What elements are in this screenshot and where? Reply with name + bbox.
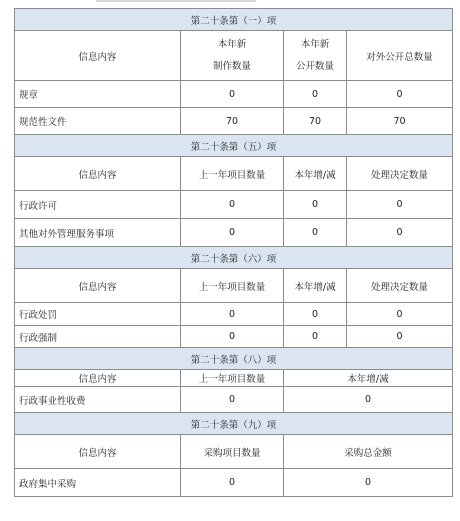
cell-value: 0 bbox=[284, 219, 347, 247]
header-prev-year-count: 上一年项目数量 bbox=[181, 269, 284, 303]
government-info-disclosure-table bbox=[14, 8, 453, 497]
row-label: 行政事业性收费 bbox=[15, 387, 181, 413]
header-new-published: 本年新 公开数量 bbox=[284, 31, 347, 81]
header-purchase-amount: 采购总金额 bbox=[284, 435, 453, 469]
row-label: 行政许可 bbox=[15, 191, 181, 219]
cell-value: 0 bbox=[284, 303, 347, 326]
cell-value: 0 bbox=[347, 219, 453, 247]
cell-value: 0 bbox=[181, 303, 284, 326]
cell-value: 0 bbox=[347, 303, 453, 326]
section-title: 第二十条第（六）项 bbox=[15, 247, 453, 269]
header-change: 本年增/减 bbox=[284, 157, 347, 191]
clipped-caption-remnant bbox=[96, 0, 256, 4]
row-label: 规范性文件 bbox=[15, 108, 181, 135]
header-total-published: 对外公开总数量 bbox=[347, 31, 453, 81]
cell-value: 0 bbox=[347, 191, 453, 219]
header-new-produced: 本年新 制作数量 bbox=[181, 31, 284, 81]
cell-value: 0 bbox=[347, 81, 453, 108]
table-row bbox=[15, 469, 453, 497]
table-row bbox=[15, 191, 453, 219]
table-row bbox=[15, 108, 453, 135]
header-decisions: 处理决定数量 bbox=[347, 269, 453, 303]
header-prev-year-count: 上一年项目数量 bbox=[181, 370, 284, 387]
row-label: 规章 bbox=[15, 81, 181, 108]
table-row bbox=[15, 303, 453, 326]
cell-value: 70 bbox=[347, 108, 453, 135]
section-title-row bbox=[15, 135, 453, 157]
cell-value: 0 bbox=[181, 469, 284, 497]
header-info-content: 信息内容 bbox=[15, 370, 181, 387]
header-purchase-count: 采购项目数量 bbox=[181, 435, 284, 469]
row-label: 行政强制 bbox=[15, 326, 181, 348]
section-title: 第二十条第（五）项 bbox=[15, 135, 453, 157]
header-prev-year-count: 上一年项目数量 bbox=[181, 157, 284, 191]
header-row bbox=[15, 269, 453, 303]
header-change: 本年增/减 bbox=[284, 370, 453, 387]
cell-value: 0 bbox=[284, 387, 453, 413]
table-row bbox=[15, 81, 453, 108]
cell-value: 0 bbox=[284, 191, 347, 219]
header-row bbox=[15, 370, 453, 387]
section-title-row bbox=[15, 9, 453, 31]
section-title-row bbox=[15, 413, 453, 435]
row-label: 政府集中采购 bbox=[15, 469, 181, 497]
section-title: 第二十条第（九）项 bbox=[15, 413, 453, 435]
header-change: 本年增/减 bbox=[284, 269, 347, 303]
header-row bbox=[15, 31, 453, 81]
table-row bbox=[15, 219, 453, 247]
cell-value: 0 bbox=[181, 219, 284, 247]
header-info-content: 信息内容 bbox=[15, 269, 181, 303]
header-row bbox=[15, 435, 453, 469]
table-row bbox=[15, 387, 453, 413]
header-row bbox=[15, 157, 453, 191]
table-row bbox=[15, 326, 453, 348]
section-title-row bbox=[15, 247, 453, 269]
cell-value: 0 bbox=[181, 326, 284, 348]
section-title: 第二十条第（一）项 bbox=[15, 9, 453, 31]
row-label: 行政处罚 bbox=[15, 303, 181, 326]
cell-value: 0 bbox=[181, 191, 284, 219]
section-title-row bbox=[15, 348, 453, 370]
cell-value: 70 bbox=[284, 108, 347, 135]
cell-value: 0 bbox=[284, 326, 347, 348]
section-title: 第二十条第（八）项 bbox=[15, 348, 453, 370]
row-label: 其他对外管理服务事项 bbox=[15, 219, 181, 247]
header-info-content: 信息内容 bbox=[15, 157, 181, 191]
cell-value: 0 bbox=[347, 326, 453, 348]
cell-value: 0 bbox=[181, 81, 284, 108]
cell-value: 0 bbox=[181, 387, 284, 413]
header-info-content: 信息内容 bbox=[15, 31, 181, 81]
cell-value: 0 bbox=[284, 469, 453, 497]
header-info-content: 信息内容 bbox=[15, 435, 181, 469]
cell-value: 70 bbox=[181, 108, 284, 135]
cell-value: 0 bbox=[284, 81, 347, 108]
header-decisions: 处理决定数量 bbox=[347, 157, 453, 191]
